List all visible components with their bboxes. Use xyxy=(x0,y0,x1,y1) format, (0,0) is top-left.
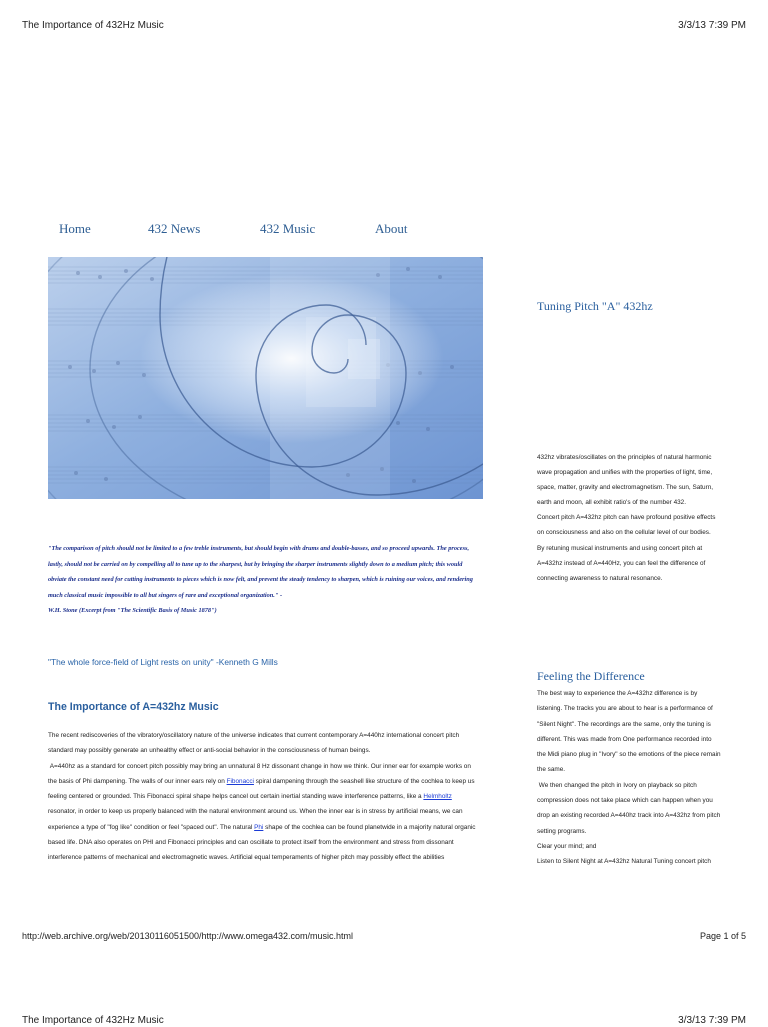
next-page-header xyxy=(22,1015,746,1027)
hero-spiral-image xyxy=(48,257,483,499)
print-footer-url: http://web.archive.org/web/20130116051500/http://www.omega432.com/music.html xyxy=(22,931,354,941)
sidebar-title-feeling-difference: Feeling the Difference xyxy=(537,669,645,683)
article-paragraph-1: The recent rediscoveries of the vibratory/oscillatory nature of the universe indicates that current contemporary A=440hz international concert pitch standard may possibly generate an unhealthy effect or anti-social behavior in the consciousness of human beings. xyxy=(48,732,460,755)
print-footer-page-number: Page 1 of 5 xyxy=(699,931,746,941)
next-page-header-datetime: 3/3/13 7:39 PM xyxy=(678,1015,746,1026)
print-header-title: The Importance of 432Hz Music xyxy=(22,20,164,31)
stone-quote-text: "The comparison of pitch should not be limited to a few treble instruments, but should begin with drums and double-basses, and so proceed upwards. The process, lastly, should not be carried on by compelling all to tune up to the sharpest, but by bringing the sharper instruments slightly down to a medium pitch; this would obviate the constant need for cutting instruments to pieces which is now felt, and prevent the steady tendency to sharpen, which is ruining our voices, and rendering much classical music impossible to all but singers of rare and exceptional organization." - xyxy=(48,545,473,599)
nav-432-music-link[interactable]: 432 Music xyxy=(260,221,316,236)
sidebar-paragraph: Concert pitch A=432hz pitch can have profound positive effects on consciousness and also on the cellular level of our bodies. xyxy=(537,514,716,537)
helmholtz-link[interactable]: Helmholtz xyxy=(423,793,452,801)
sidebar-tuning-text xyxy=(537,450,722,586)
nav-about-link[interactable]: About xyxy=(375,221,408,236)
sidebar-paragraph: The best way to experience the A=432hz difference is by listening. The tracks you are about to hear is a performance of "Silent Night". The recordings are the same, only the tuning is different. This was made from One performance recorded into the Midi piano plug in "Ivory" so the emotions of the piece remain the same. xyxy=(537,690,721,774)
print-header xyxy=(22,20,746,34)
sidebar-title-tuning-pitch: Tuning Pitch "A" 432hz xyxy=(537,299,653,313)
nav-home-link[interactable]: Home xyxy=(59,221,91,236)
stone-quote-attribution: W.H. Stone (Excerpt from "The Scientific Basis of Music 1878") xyxy=(48,607,217,614)
article-paragraph-2: A=440hz as a standard for concert pitch possibly may bring an unnatural 8 Hz dissonant change in how we think. Our inner ear for example works on the basis of Phi dampening. The walls of our inner ears rely on Fibonacci spiral dampening through the seashell like structure of the cochlea to keep us feeling centered or grounded. This Fibonacci spiral shape helps cancel out certain inertial standing wave interference patterns, like a Helmholtz resonator, in order to keep us properly balanced with the natural environment around us. When the inner ear is in stress by artificial means, we can experience a type of "fog like" condition or feel "spaced out". The natural Phi shape of the cochlea can be found planetwide in a majority natural organic based life. DNA also operates on PHI and Fibonacci principles and can oscillate to protect itself from the environment and stress from dissonant interference patterns of mechanical and electromagnetic waves. Artificial equal temperaments of higher pitch may possibly effect the abilities xyxy=(48,762,476,862)
mills-quote: "The whole force-field of Light rests on unity" -Kenneth G Mills xyxy=(48,657,278,667)
article-body xyxy=(48,728,478,866)
sidebar-paragraph: Clear your mind; and xyxy=(537,842,597,850)
sidebar-paragraph: We then changed the pitch in Ivory on playback so pitch compression does not take place which can happen when you drop an existing recorded A=440hz track into A=432hz from pitch setting programs. xyxy=(537,781,721,835)
sidebar-paragraph: 432hz vibrates/oscillates on the principles of natural harmonic wave propagation and unifies with the properties of light, time, space, matter, gravity and electromagnetism. The sun, Saturn, earth and moon, all exhibit ratio's of the number 432. xyxy=(537,454,714,507)
phi-link[interactable]: Phi xyxy=(254,823,264,831)
sidebar-difference-text xyxy=(537,686,722,870)
print-header-datetime: 3/3/13 7:39 PM xyxy=(678,20,746,31)
next-page-header-title: The Importance of 432Hz Music xyxy=(22,1015,164,1026)
sidebar-paragraph: Listen to Silent Night at A=432hz Natural Tuning concert pitch xyxy=(537,858,711,866)
print-footer xyxy=(22,931,746,945)
fibonacci-link[interactable]: Fibonacci xyxy=(226,777,254,785)
nav-432-news-link[interactable]: 432 News xyxy=(148,221,201,236)
sidebar-paragraph: By retuning musical instruments and using concert pitch at A=432hz instead of A=440Hz, you can feel the difference of connecting awareness to natural resonance. xyxy=(537,544,706,582)
article-heading: The Importance of A=432hz Music xyxy=(48,701,219,713)
stone-quote xyxy=(48,541,474,619)
